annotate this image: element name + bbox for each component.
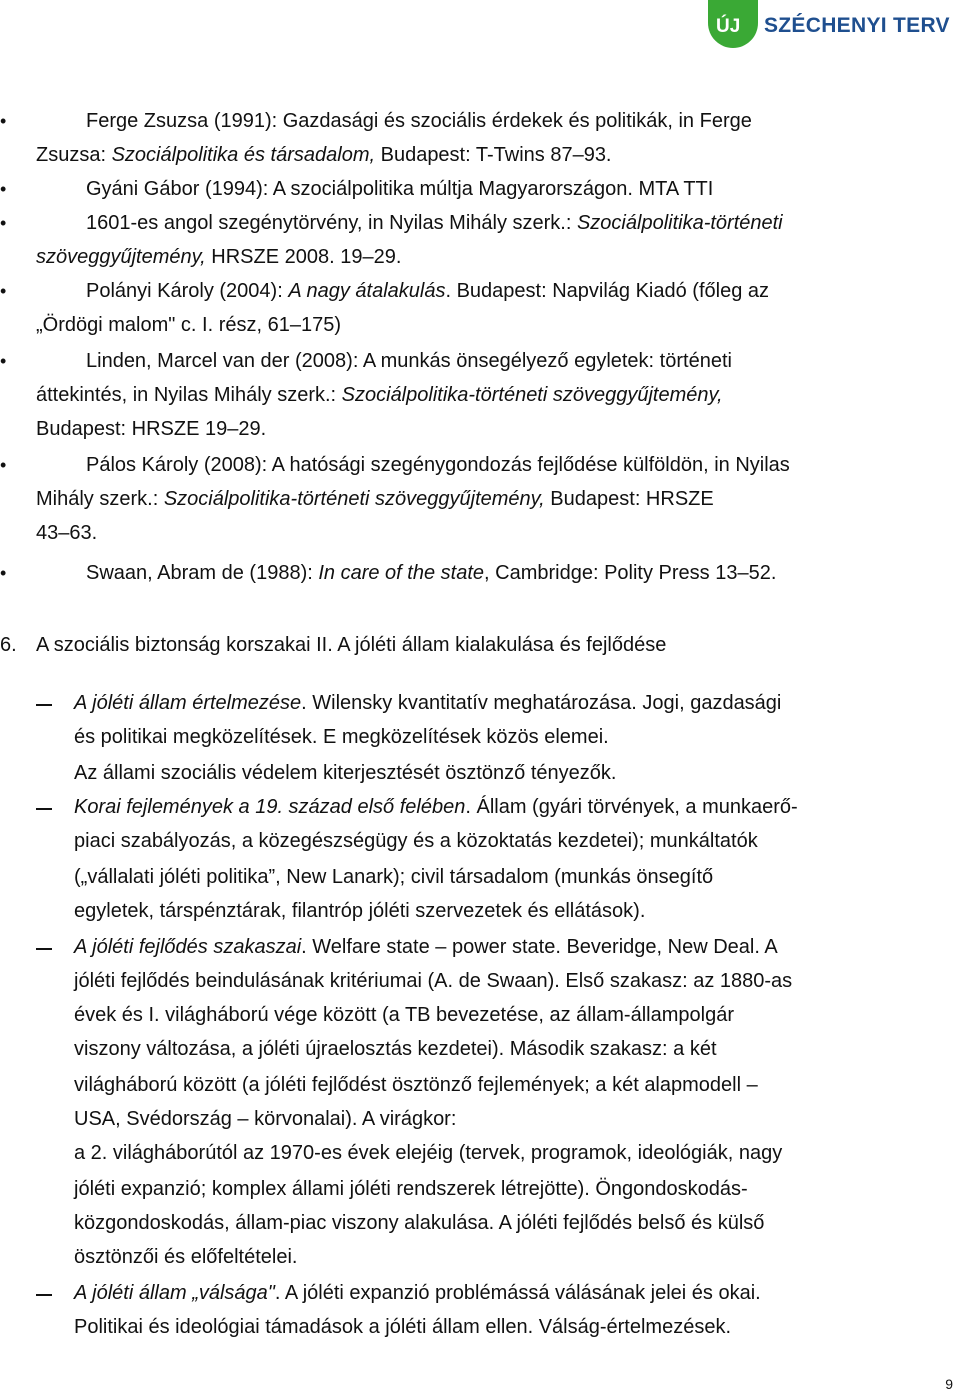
topic-line — [74, 894, 645, 928]
italic-text: A jóléti állam értelmezése — [74, 692, 302, 714]
text-segment: Polányi Károly (2004): — [86, 280, 289, 302]
italic-text: Korai fejlemények a 19. század első felében — [74, 796, 466, 818]
text-segment: . Welfare state – power state. Beveridge, New Deal. A — [301, 936, 778, 958]
text-segment: egyletek, társpénztárak, filantróp jóléti szervezetek és ellátások). — [74, 900, 646, 922]
text-segment: a 2. világháborútól az 1970-es évek elejéig (tervek, programok, ideológiák, nagy — [74, 1142, 783, 1164]
text-segment: jóléti expanzió; komplex állami jóléti rendszerek létrejötte). Öngondoskodás- — [74, 1178, 748, 1200]
text-segment: Ferge Zsuzsa (1991): Gazdasági és szociális érdekek és politikák, in Ferge — [86, 110, 752, 132]
text-segment: világháború között (a jóléti fejlődést ösztönző fejlemények; a két alapmodell – — [74, 1074, 758, 1096]
dash-marker — [36, 1294, 52, 1296]
text-segment: . Állam (gyári törvények, a munkaerő- — [465, 796, 798, 818]
text-segment: jóléti fejlődés beindulásának kritériumai (A. de Swaan). Első szakasz: az 1880-as — [74, 970, 793, 992]
dash-marker — [36, 808, 52, 810]
text-segment: Mihály szerk.: — [36, 488, 164, 510]
text-segment: közgondoskodás, állam-piac viszony alakulása. A jóléti fejlődés belső és külső — [74, 1212, 765, 1234]
reference-line — [36, 240, 401, 274]
reference-line — [36, 412, 266, 446]
text-segment: áttekintés, in Nyilas Mihály szerk.: — [36, 384, 342, 406]
text-segment: Gyáni Gábor (1994): A szociálpolitika múltja Magyarországon. MTA TTI — [86, 178, 714, 200]
text-segment: 1601-es angol szegénytörvény, in Nyilas Mihály szerk.: — [86, 212, 577, 234]
bullet-marker: • — [0, 179, 7, 199]
topic-line — [74, 686, 781, 720]
text-segment: viszony változása, a jóléti újraelosztás kezdetei). Második szakasz: a két — [74, 1038, 717, 1060]
szechenyi-terv-logo — [708, 0, 960, 48]
reference-line — [86, 556, 776, 590]
bullet-marker: • — [0, 563, 7, 583]
dash-marker — [36, 704, 52, 706]
text-segment: . Wilensky kvantitatív meghatározása. Jogi, gazdasági — [301, 692, 782, 714]
topic-line — [74, 964, 792, 998]
topic-line — [74, 756, 616, 790]
text-segment: és politikai megközelítések. E megközelítések közös elemei. — [74, 726, 609, 748]
reference-line — [36, 482, 714, 516]
reference-line — [86, 274, 769, 308]
topic-line — [74, 720, 609, 754]
topic-line — [74, 1136, 782, 1170]
topic-line — [74, 998, 734, 1032]
topic-line — [74, 860, 713, 894]
topic-line — [74, 1068, 758, 1102]
text-segment: „Ördögi malom" c. I. rész, 61–175) — [36, 314, 341, 336]
reference-line — [36, 516, 97, 550]
text-segment: 43–63. — [36, 522, 98, 544]
text-segment: Zsuzsa: — [36, 144, 112, 166]
topic-line — [74, 1310, 731, 1344]
topic-line — [74, 1276, 761, 1310]
italic-text: Szociálpolitika-történeti szöveggyűjtemény, — [163, 488, 545, 510]
text-segment: . Budapest: Napvilág Kiadó (főleg az — [445, 280, 770, 302]
text-segment: Budapest: T-Twins 87–93. — [375, 144, 612, 166]
topic-line — [74, 1102, 456, 1136]
text-segment: Budapest: HRSZE 19–29. — [36, 418, 267, 440]
page-number: 9 — [945, 1376, 953, 1392]
italic-text: Szociálpolitika-történeti szöveggyűjtemény, — [341, 384, 723, 406]
text-segment: Swaan, Abram de (1988): — [86, 562, 319, 584]
topic-line — [74, 824, 758, 858]
reference-line — [86, 448, 790, 482]
topic-line — [74, 1240, 297, 1274]
reference-line — [86, 206, 783, 240]
reference-line — [86, 344, 732, 378]
italic-text: A jóléti állam „válsága" — [74, 1282, 275, 1304]
text-segment: Az állami szociális védelem kiterjesztését ösztönző tényezők. — [74, 762, 617, 784]
bullet-marker: • — [0, 281, 7, 301]
italic-text: Szociálpolitika és társadalom, — [111, 144, 376, 166]
italic-text: In care of the state — [318, 562, 485, 584]
section-title: A szociális biztonság korszakai II. A jóléti állam kialakulása és fejlődése — [36, 634, 667, 656]
text-segment: Pálos Károly (2008): A hatósági szegénygondozás fejlődése külföldön, in Nyilas — [86, 454, 790, 476]
reference-line — [36, 308, 341, 342]
text-segment: évek és I. világháború vége között (a TB bevezetése, az állam-állampolgár — [74, 1004, 734, 1026]
text-segment: piaci szabályozás, a közegészségügy és a közoktatás kezdetei); munkáltatók — [74, 830, 758, 852]
text-segment: , Cambridge: Polity Press 13–52. — [484, 562, 777, 584]
text-segment: . A jóléti expanzió problémássá válásának jelei és okai. — [274, 1282, 761, 1304]
text-segment: HRSZE 2008. 19–29. — [205, 246, 402, 268]
italic-text: szöveggyűjtemény, — [36, 246, 206, 268]
reference-line — [36, 138, 612, 172]
text-segment: ösztönzői és előfeltételei. — [74, 1246, 298, 1268]
text-segment: Politikai és ideológiai támadások a jóléti állam ellen. Válság-értelmezések. — [74, 1316, 732, 1338]
text-segment: Linden, Marcel van der (2008): A munkás önsegélyező egyletek: történeti — [86, 350, 732, 372]
topic-line — [74, 1172, 748, 1206]
bullet-marker: • — [0, 351, 7, 371]
topic-line — [74, 790, 798, 824]
bullet-marker: • — [0, 111, 7, 131]
logo-text: SZÉCHENYI TERV — [764, 14, 950, 37]
reference-line — [36, 378, 723, 412]
bullet-marker: • — [0, 213, 7, 233]
section-number: 6. — [0, 634, 17, 656]
reference-line — [86, 104, 752, 138]
italic-text: A nagy átalakulás — [288, 280, 446, 302]
reference-line — [86, 172, 713, 206]
dash-marker — [36, 948, 52, 950]
bullet-marker: • — [0, 455, 7, 475]
italic-text: Szociálpolitika-történeti — [576, 212, 783, 234]
italic-text: A jóléti fejlődés szakaszai — [74, 936, 302, 958]
topic-line — [74, 930, 778, 964]
topic-line — [74, 1206, 764, 1240]
text-segment: („vállalati jóléti politika”, New Lanark); civil társadalom (munkás önsegítő — [74, 866, 714, 888]
topic-line — [74, 1032, 717, 1066]
text-segment: Budapest: HRSZE — [544, 488, 714, 510]
logo-prefix: ÚJ — [716, 16, 741, 37]
text-segment: USA, Svédország – körvonalai). A virágkor: — [74, 1108, 457, 1130]
